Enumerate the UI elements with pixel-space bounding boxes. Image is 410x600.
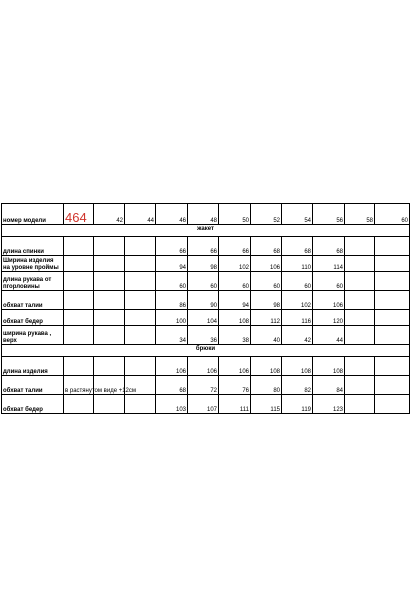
- section-row: [2, 345, 410, 357]
- size-value: 108: [282, 357, 313, 376]
- size-value: 60: [251, 272, 282, 291]
- size-value: 42: [282, 326, 313, 345]
- size-value: [125, 291, 156, 310]
- table-row: [2, 395, 410, 414]
- table-row: [2, 357, 410, 376]
- size-value: [125, 256, 156, 272]
- size-value: 100: [156, 310, 188, 326]
- size-value: 106: [313, 291, 345, 310]
- measurement-label: Ширина изделия на уровне проймы: [2, 256, 64, 272]
- size-value: [345, 326, 375, 345]
- size-value: [125, 326, 156, 345]
- table-row: [2, 256, 410, 272]
- size-value: 112: [251, 310, 282, 326]
- size-value: [94, 237, 125, 256]
- measurement-label: обхват талии: [2, 291, 64, 310]
- size-value: 40: [251, 326, 282, 345]
- size-value: 106: [188, 357, 219, 376]
- size-value: [94, 256, 125, 272]
- measurement-label: длина спинки: [2, 237, 64, 256]
- size-value: [125, 237, 156, 256]
- measurement-note: в растянутом виде +12см: [64, 376, 94, 395]
- size-value: [94, 291, 125, 310]
- size-value: 68: [313, 237, 345, 256]
- measurement-note: [64, 310, 94, 326]
- measurement-label: обхват талии: [2, 376, 64, 395]
- size-value: [345, 310, 375, 326]
- table-row: [2, 291, 410, 310]
- size-value: 60: [219, 272, 251, 291]
- size-value: 108: [313, 357, 345, 376]
- size-value: 104: [188, 310, 219, 326]
- size-value: 103: [156, 395, 188, 414]
- size-value: 36: [188, 326, 219, 345]
- size-value: 94: [219, 291, 251, 310]
- size-value: [94, 326, 125, 345]
- size-value: [345, 376, 375, 395]
- size-header: 54: [282, 204, 313, 225]
- size-header: 42: [94, 204, 125, 225]
- table-row: [2, 376, 410, 395]
- size-value: [375, 237, 410, 256]
- size-value: [94, 310, 125, 326]
- table-row: [2, 237, 410, 256]
- model-number: 464: [64, 204, 94, 225]
- size-value: 90: [188, 291, 219, 310]
- size-value: 98: [251, 291, 282, 310]
- size-value: 108: [219, 310, 251, 326]
- size-value: [375, 256, 410, 272]
- size-value: 110: [282, 256, 313, 272]
- measurement-note: [64, 395, 94, 414]
- size-value: [345, 357, 375, 376]
- size-value: 60: [156, 272, 188, 291]
- measurement-label: обхват бедер: [2, 310, 64, 326]
- size-value: [375, 310, 410, 326]
- size-header: 50: [219, 204, 251, 225]
- size-value: 115: [251, 395, 282, 414]
- size-value: 119: [282, 395, 313, 414]
- size-value: 68: [282, 237, 313, 256]
- size-value: [94, 357, 125, 376]
- size-value: [375, 395, 410, 414]
- size-value: [125, 272, 156, 291]
- table-row: [2, 310, 410, 326]
- size-value: 72: [188, 376, 219, 395]
- size-value: 123: [313, 395, 345, 414]
- section-row: [2, 225, 410, 237]
- size-value: [125, 310, 156, 326]
- size-header: 60: [375, 204, 410, 225]
- size-value: [94, 395, 125, 414]
- measurement-label: длина рукава от пгорловины: [2, 272, 64, 291]
- measurement-label: длина изделия: [2, 357, 64, 376]
- size-value: 102: [219, 256, 251, 272]
- size-value: 68: [156, 376, 188, 395]
- table-row: [2, 272, 410, 291]
- size-value: 80: [251, 376, 282, 395]
- measurement-label: обхват бедер: [2, 395, 64, 414]
- size-value: 120: [313, 310, 345, 326]
- size-header: 44: [125, 204, 156, 225]
- size-value: 82: [282, 376, 313, 395]
- size-value: 66: [219, 237, 251, 256]
- section-title: брюки: [2, 345, 410, 357]
- size-value: 60: [282, 272, 313, 291]
- size-value: [375, 357, 410, 376]
- model-number-label: номер модели: [2, 204, 64, 225]
- size-value: [125, 395, 156, 414]
- table-row: [2, 326, 410, 345]
- size-value: 44: [313, 326, 345, 345]
- size-value: 38: [219, 326, 251, 345]
- size-value: 108: [251, 357, 282, 376]
- size-header: 48: [188, 204, 219, 225]
- size-value: [345, 395, 375, 414]
- size-header: 46: [156, 204, 188, 225]
- size-header: 52: [251, 204, 282, 225]
- size-header: 56: [313, 204, 345, 225]
- size-value: 94: [156, 256, 188, 272]
- size-value: 107: [188, 395, 219, 414]
- size-value: 102: [282, 291, 313, 310]
- size-value: 116: [282, 310, 313, 326]
- measurement-note: [64, 237, 94, 256]
- measurement-note: [64, 326, 94, 345]
- section-title: жакет: [2, 225, 410, 237]
- size-value: [94, 272, 125, 291]
- size-chart-table: [1, 203, 410, 414]
- measurement-label: ширина рукава , верх: [2, 326, 64, 345]
- size-value: 34: [156, 326, 188, 345]
- size-value: [345, 237, 375, 256]
- size-value: [375, 291, 410, 310]
- measurement-note: [64, 357, 94, 376]
- size-value: [375, 326, 410, 345]
- size-value: 114: [313, 256, 345, 272]
- size-value: [345, 291, 375, 310]
- measurement-note: [64, 256, 94, 272]
- size-value: 68: [251, 237, 282, 256]
- size-value: [345, 256, 375, 272]
- size-value: 106: [156, 357, 188, 376]
- header-row: [2, 204, 410, 225]
- measurement-note: [64, 272, 94, 291]
- measurement-note: [64, 291, 94, 310]
- size-value: 66: [156, 237, 188, 256]
- size-value: [375, 272, 410, 291]
- size-value: [345, 272, 375, 291]
- size-value: 86: [156, 291, 188, 310]
- size-chart-body: [2, 204, 410, 414]
- size-value: 60: [188, 272, 219, 291]
- size-value: 98: [188, 256, 219, 272]
- size-value: 76: [219, 376, 251, 395]
- size-value: 106: [219, 357, 251, 376]
- size-value: [375, 376, 410, 395]
- size-header: 58: [345, 204, 375, 225]
- size-value: 66: [188, 237, 219, 256]
- size-value: [125, 357, 156, 376]
- size-value: 84: [313, 376, 345, 395]
- size-value: 106: [251, 256, 282, 272]
- size-value: 111: [219, 395, 251, 414]
- size-value: 60: [313, 272, 345, 291]
